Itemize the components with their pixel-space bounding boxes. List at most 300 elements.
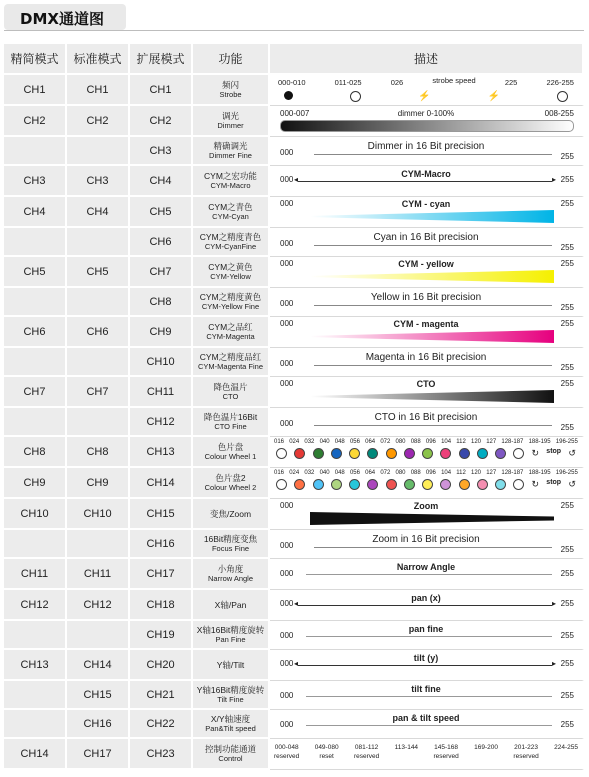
wheel-value-label: 024 <box>289 439 300 445</box>
standard-mode-channel <box>67 228 130 257</box>
range-end: 255 <box>560 303 574 312</box>
extended-mode-channel: CH21 <box>130 681 193 710</box>
function-cell <box>193 590 270 621</box>
header-description: 描述 <box>270 44 584 75</box>
table-row <box>4 530 584 559</box>
fine-line <box>314 154 552 155</box>
table-row <box>4 137 584 166</box>
wedge-label: CYM - yellow <box>398 259 454 269</box>
function-cell <box>193 468 270 499</box>
description-cell <box>270 710 584 739</box>
color-swatch-icon <box>404 448 415 459</box>
wheel-value-label: 112 <box>456 439 466 445</box>
range-end: 255 <box>560 199 574 208</box>
color-swatch-icon <box>422 448 433 459</box>
fine-description: Dimmer in 16 Bit precision <box>367 141 485 152</box>
table-row <box>4 166 584 197</box>
standard-mode-channel <box>67 530 130 559</box>
standard-mode-channel: CH3 <box>67 166 130 197</box>
description-cell <box>270 137 584 166</box>
function-cell <box>193 75 270 106</box>
fine-description: Cyan in 16 Bit precision <box>373 232 479 243</box>
table-row <box>4 377 584 408</box>
extended-mode-channel: CH4 <box>130 166 193 197</box>
table-row <box>4 590 584 621</box>
function-en: CYM-Yellow Fine <box>201 301 260 311</box>
function-cell <box>193 408 270 437</box>
description-cell <box>270 257 584 288</box>
function-cn: 精确调光 <box>213 140 248 151</box>
range-end: 255 <box>560 545 574 554</box>
function-cn: CYM之精度品红 <box>199 351 262 362</box>
range-start: 000 <box>280 148 294 157</box>
control-range: 169-200 <box>474 744 499 751</box>
function-cell <box>193 559 270 590</box>
function-en: CYM-Macro <box>210 180 251 190</box>
extended-mode-channel: CH19 <box>130 621 193 650</box>
function-en: Colour Wheel 2 <box>204 482 257 492</box>
arrow-label: tilt (y) <box>413 653 439 663</box>
wheel-value-label: 032 <box>304 470 315 476</box>
range-start: 000 <box>280 720 294 729</box>
control-name: reserved <box>274 753 300 760</box>
function-cell <box>193 166 270 197</box>
basic-mode-channel <box>4 137 67 166</box>
description-cell <box>270 681 584 710</box>
function-cell <box>193 650 270 681</box>
closed-shutter-icon <box>284 91 293 100</box>
wheel-value-label: 096 <box>425 470 436 476</box>
extended-mode-channel: CH5 <box>130 197 193 228</box>
range-line <box>306 574 552 575</box>
standard-mode-channel: CH16 <box>67 710 130 739</box>
line-label: pan & tilt speed <box>392 713 460 723</box>
color-swatch-icon <box>331 448 342 459</box>
wheel-value-label: 088 <box>410 470 421 476</box>
wheel-value-label: 120 <box>471 439 482 445</box>
standard-mode-channel: CH7 <box>67 377 130 408</box>
function-cn: X/Y轴速度 <box>210 713 251 724</box>
strobe-closed-range: 000-010 <box>278 78 306 87</box>
wheel-value-label: 128-187 <box>501 439 524 445</box>
function-en: Dimmer Fine <box>209 150 252 160</box>
basic-mode-channel: CH7 <box>4 377 67 408</box>
color-swatch-icon <box>477 479 488 490</box>
extended-mode-channel: CH20 <box>130 650 193 681</box>
table-row <box>4 710 584 739</box>
wheel-value-label: 032 <box>304 439 315 445</box>
standard-mode-channel: CH17 <box>67 739 130 770</box>
range-start: 000 <box>280 359 294 368</box>
dmx-channel-table <box>4 44 584 770</box>
description-cell <box>270 106 584 137</box>
range-start: 000 <box>280 599 294 608</box>
function-cn: 控制功能通道 <box>204 743 256 754</box>
stop-label: stop <box>546 479 562 486</box>
standard-mode-channel: CH4 <box>67 197 130 228</box>
range-start: 000 <box>280 631 294 640</box>
basic-mode-channel: CH3 <box>4 166 67 197</box>
basic-mode-channel: CH2 <box>4 106 67 137</box>
standard-mode-channel: CH5 <box>67 257 130 288</box>
function-cell <box>193 739 270 770</box>
range-end: 255 <box>560 691 574 700</box>
description-cell <box>270 559 584 590</box>
table-row <box>4 681 584 710</box>
basic-mode-channel <box>4 408 67 437</box>
standard-mode-channel: CH15 <box>67 681 130 710</box>
wheel-value-label: 040 <box>319 439 330 445</box>
extended-mode-channel: CH6 <box>130 228 193 257</box>
function-cell <box>193 288 270 317</box>
description-cell <box>270 377 584 408</box>
range-start: 000 <box>280 239 294 248</box>
description-cell <box>270 75 584 106</box>
wheel-value-label: 064 <box>365 439 376 445</box>
open-shutter-icon-2 <box>557 91 568 102</box>
wheel-value-label: 188-195 <box>528 439 551 445</box>
description-cell <box>270 650 584 681</box>
fine-line <box>314 365 552 366</box>
standard-mode-channel: CH9 <box>67 468 130 499</box>
basic-mode-channel <box>4 228 67 257</box>
function-cell <box>193 317 270 348</box>
function-cn: 降色温片 <box>213 381 248 392</box>
function-en: Control <box>218 753 243 763</box>
table-row <box>4 197 584 228</box>
wheel-value-label: 080 <box>395 439 406 445</box>
wheel-value-label: 128-187 <box>501 470 524 476</box>
color-swatch-icon <box>386 479 397 490</box>
color-swatch-icon <box>367 448 378 459</box>
color-swatch-icon <box>294 448 305 459</box>
control-range: 000-048 <box>274 744 299 751</box>
standard-mode-channel: CH1 <box>67 75 130 106</box>
color-swatch-icon <box>276 479 287 490</box>
range-start: 000-007 <box>280 109 310 118</box>
description-cell <box>270 166 584 197</box>
basic-mode-channel: CH8 <box>4 437 67 468</box>
color-swatch-icon <box>440 448 451 459</box>
function-en: CYM-CyanFine <box>204 241 257 251</box>
function-en: CTO <box>222 391 239 401</box>
extended-mode-channel: CH7 <box>130 257 193 288</box>
basic-mode-channel: CH1 <box>4 75 67 106</box>
color-swatch-icon <box>513 448 524 459</box>
range-label: dimmer 0-100% <box>397 109 455 118</box>
basic-mode-channel <box>4 681 67 710</box>
function-en: CYM-Yellow <box>210 271 251 281</box>
function-cell <box>193 437 270 468</box>
function-cn: CYM之青色 <box>208 201 253 212</box>
color-swatch-icon <box>386 448 397 459</box>
color-wheel <box>274 470 578 496</box>
function-cell <box>193 137 270 166</box>
wheel-value-label: 048 <box>334 439 345 445</box>
function-en: Pan&Tilt speed <box>205 723 256 733</box>
control-name: reserved <box>513 753 539 760</box>
table-row <box>4 499 584 530</box>
header-function: 功能 <box>193 44 270 75</box>
function-cn: 16Bit精度变焦 <box>203 533 258 544</box>
wheel-value-label: 056 <box>349 470 360 476</box>
wheel-value-label: 088 <box>410 439 421 445</box>
header-standard-mode: 标准模式 <box>67 44 130 75</box>
rotate-icon: ↻ <box>531 479 540 489</box>
color-swatch-icon <box>495 479 506 490</box>
table-row <box>4 621 584 650</box>
function-cn: CYM之品红 <box>208 321 253 332</box>
fine-line <box>314 425 552 426</box>
function-en: Colour Wheel 1 <box>204 451 257 461</box>
function-en: Narrow Angle <box>207 573 254 583</box>
range-line <box>306 696 552 697</box>
range-end: 255 <box>560 599 574 608</box>
color-swatch-icon <box>331 479 342 490</box>
function-en: CTO Fine <box>214 421 247 431</box>
function-cell <box>193 106 270 137</box>
description-cell <box>270 437 584 468</box>
function-en: CYM-Magenta <box>206 331 255 341</box>
table-row <box>4 228 584 257</box>
double-arrow <box>298 181 552 182</box>
table-row <box>4 348 584 377</box>
description-cell <box>270 197 584 228</box>
description-cell <box>270 228 584 257</box>
header-extended-mode: 扩展模式 <box>130 44 193 75</box>
function-en: Pan Fine <box>215 634 246 644</box>
extended-mode-channel: CH2 <box>130 106 193 137</box>
basic-mode-channel: CH12 <box>4 590 67 621</box>
control-name: reset <box>319 753 334 760</box>
fine-line <box>314 547 552 548</box>
strobe-fast-value: 225 <box>504 78 518 87</box>
control-range: 081-112 <box>354 744 379 751</box>
table-row <box>4 75 584 106</box>
page-title: DMX通道图 <box>20 10 104 28</box>
range-end: 255 <box>560 152 574 161</box>
extended-mode-channel: CH14 <box>130 468 193 499</box>
range-end: 008-255 <box>544 109 574 118</box>
rotate-reverse-icon: ↺ <box>568 448 576 458</box>
wheel-value-label: 016 <box>274 439 285 445</box>
extended-mode-channel: CH23 <box>130 739 193 770</box>
wheel-value-label: 072 <box>380 439 391 445</box>
function-cn: CYM之宏功能 <box>204 170 257 181</box>
fine-line <box>314 245 552 246</box>
function-cn: Y轴/Tilt <box>216 659 245 670</box>
function-cn: Y轴16Bit精度旋转 <box>196 684 265 695</box>
description-cell <box>270 288 584 317</box>
range-start: 000 <box>280 259 294 268</box>
table-row <box>4 650 584 681</box>
color-swatch-icon <box>313 448 324 459</box>
control-range: 201-223 <box>514 744 538 751</box>
function-cn: 色片盘2 <box>215 472 246 483</box>
wheel-value-label: 064 <box>365 470 376 476</box>
function-cell <box>193 257 270 288</box>
color-wedge <box>310 270 554 283</box>
function-cn: 频闪 <box>221 79 239 90</box>
control-range: 145-168 <box>434 744 459 751</box>
range-start: 000 <box>280 379 294 388</box>
color-swatch-icon <box>404 479 415 490</box>
range-end: 255 <box>560 631 574 640</box>
description-cell <box>270 317 584 348</box>
range-line <box>306 636 552 637</box>
range-line <box>306 725 552 726</box>
basic-mode-channel: CH6 <box>4 317 67 348</box>
wheel-value-label: 024 <box>289 470 300 476</box>
extended-mode-channel: CH18 <box>130 590 193 621</box>
range-start: 000 <box>280 299 294 308</box>
basic-mode-channel <box>4 621 67 650</box>
wheel-value-label: 112 <box>456 470 466 476</box>
wheel-value-label: 127 <box>486 470 497 476</box>
double-arrow <box>298 665 552 666</box>
wheel-value-label: 056 <box>349 439 360 445</box>
wheel-value-label: 040 <box>319 470 330 476</box>
range-start: 000 <box>280 659 294 668</box>
wheel-value-label: 104 <box>441 439 452 445</box>
standard-mode-channel: CH12 <box>67 590 130 621</box>
function-cell <box>193 377 270 408</box>
range-end: 255 <box>560 379 574 388</box>
table-row <box>4 468 584 499</box>
range-start: 000 <box>280 419 294 428</box>
table-row <box>4 288 584 317</box>
function-cell <box>193 681 270 710</box>
basic-mode-channel <box>4 348 67 377</box>
wheel-value-label: 104 <box>441 470 452 476</box>
basic-mode-channel: CH5 <box>4 257 67 288</box>
open-shutter-icon <box>350 91 361 102</box>
function-cn: CYM之精度黄色 <box>199 291 262 302</box>
extended-mode-channel: CH17 <box>130 559 193 590</box>
function-cn: 降色温片16Bit <box>203 411 258 422</box>
function-cell <box>193 228 270 257</box>
control-range: 113-144 <box>394 744 419 751</box>
extended-mode-channel: CH15 <box>130 499 193 530</box>
extended-mode-channel: CH10 <box>130 348 193 377</box>
wheel-value-label: 127 <box>486 439 497 445</box>
range-end: 255 <box>560 720 574 729</box>
function-en: Focus Fine <box>211 543 250 553</box>
extended-mode-channel: CH9 <box>130 317 193 348</box>
basic-mode-channel: CH13 <box>4 650 67 681</box>
strobe-slow-value: 026 <box>390 78 404 87</box>
color-swatch-icon <box>349 448 360 459</box>
color-swatch-icon <box>349 479 360 490</box>
wedge-label: CYM - magenta <box>393 319 459 329</box>
color-swatch-icon <box>477 448 488 459</box>
description-cell <box>270 348 584 377</box>
header-basic-mode: 精简模式 <box>4 44 67 75</box>
table-row <box>4 559 584 590</box>
color-wheel <box>274 439 578 465</box>
fine-description: CTO in 16 Bit precision <box>374 412 478 423</box>
dimmer-gradient-bar <box>280 120 574 132</box>
table-row <box>4 257 584 288</box>
basic-mode-channel <box>4 710 67 739</box>
wedge-label: CTO <box>416 379 436 389</box>
double-arrow <box>298 605 552 606</box>
extended-mode-channel: CH13 <box>130 437 193 468</box>
description-cell <box>270 530 584 559</box>
range-end: 255 <box>560 319 574 328</box>
range-start: 000 <box>280 199 294 208</box>
color-swatch-icon <box>276 448 287 459</box>
wedge-label: Zoom <box>413 501 439 511</box>
function-cn: CYM之黄色 <box>208 261 253 272</box>
wheel-value-label: 072 <box>380 470 391 476</box>
function-cn: X轴16Bit精度旋转 <box>196 624 265 635</box>
function-cn: CYM之精度青色 <box>199 231 262 242</box>
extended-mode-channel: CH8 <box>130 288 193 317</box>
function-en: CYM-Magenta Fine <box>197 361 264 371</box>
wedge-label: CYM - cyan <box>401 199 451 209</box>
fine-line <box>314 305 552 306</box>
standard-mode-channel: CH14 <box>67 650 130 681</box>
description-cell <box>270 499 584 530</box>
extended-mode-channel: CH3 <box>130 137 193 166</box>
color-swatch-icon <box>495 448 506 459</box>
line-label: Narrow Angle <box>396 562 456 572</box>
function-cn: X轴/Pan <box>214 599 247 610</box>
range-start: 000 <box>280 541 294 550</box>
color-swatch-icon <box>422 479 433 490</box>
basic-mode-channel: CH9 <box>4 468 67 499</box>
range-start: 000 <box>280 501 294 510</box>
extended-mode-channel: CH11 <box>130 377 193 408</box>
control-name: reserved <box>353 753 380 760</box>
color-wedge <box>310 330 554 343</box>
range-start: 000 <box>280 319 294 328</box>
color-swatch-icon <box>459 448 470 459</box>
function-cell <box>193 530 270 559</box>
color-wedge <box>310 390 554 403</box>
range-end: 255 <box>560 569 574 578</box>
range-end: 255 <box>560 259 574 268</box>
wheel-value-label: 120 <box>471 470 482 476</box>
range-end: 255 <box>560 243 574 252</box>
color-swatch-icon <box>313 479 324 490</box>
range-end: 255 <box>560 423 574 432</box>
control-name: reserved <box>433 753 459 760</box>
extended-mode-channel: CH22 <box>130 710 193 739</box>
title-tab <box>4 4 126 30</box>
color-swatch-icon <box>440 479 451 490</box>
basic-mode-channel: CH11 <box>4 559 67 590</box>
color-swatch-icon <box>367 479 378 490</box>
extended-mode-channel: CH16 <box>130 530 193 559</box>
range-end: 255 <box>560 501 574 510</box>
table-row <box>4 317 584 348</box>
description-cell <box>270 739 584 770</box>
function-cn: 色片盘 <box>217 441 244 452</box>
standard-mode-channel: CH8 <box>67 437 130 468</box>
range-start: 000 <box>280 569 294 578</box>
color-swatch-icon <box>294 479 305 490</box>
standard-mode-channel <box>67 408 130 437</box>
wheel-value-label: 096 <box>425 439 436 445</box>
function-cell <box>193 621 270 650</box>
extended-mode-channel: CH1 <box>130 75 193 106</box>
title-divider <box>4 30 584 31</box>
arrow-label: CYM-Macro <box>401 169 451 179</box>
table-row <box>4 106 584 137</box>
arrow-label: pan (x) <box>411 593 441 603</box>
